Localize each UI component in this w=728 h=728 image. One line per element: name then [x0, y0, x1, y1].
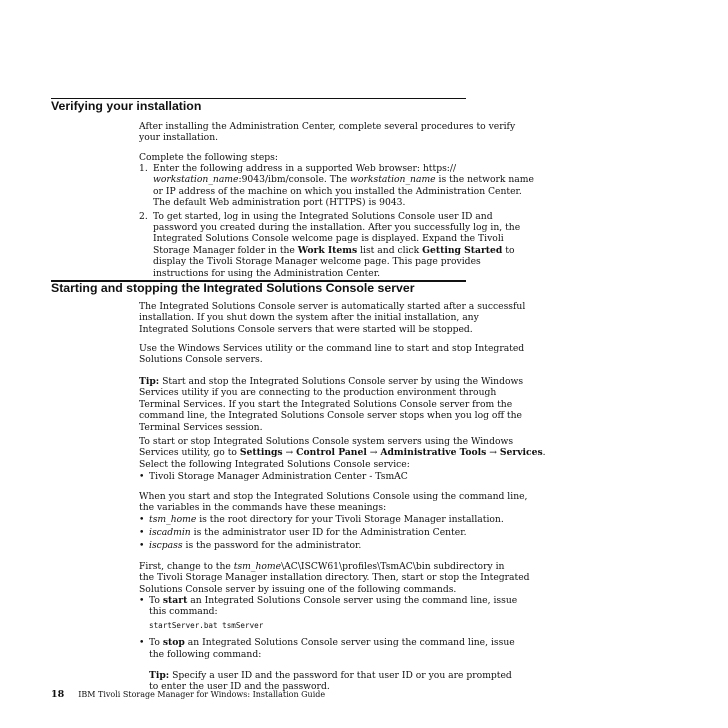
steps-intro: Complete the following steps:: [139, 152, 278, 163]
list-item: • tsm_home is the root directory for your Tivoli Storage Manager installation.: [139, 514, 504, 525]
list-item: • iscadmin is the administrator user ID for the Administration Center.: [139, 526, 467, 538]
list-item: • To start an Integrated Solutions Console server using the command line, issue this command: startServer.bat tsmServer: [139, 595, 518, 630]
footer-title: IBM Tivoli Storage Manager for Windows: Installation Guide: [78, 690, 326, 699]
list-item: • Tivoli Storage Manager Administration Center - TsmAC: [139, 471, 408, 482]
list-item: • To stop an Integrated Solutions Console server using the command line, issue the following command: Tip: Specify a user ID and the password for that user ID or you are prompted to enter the user ID and the password.: [139, 637, 515, 693]
paragraph: When you start and stop the Integrated Solutions Console using the command line, the variables in the commands have these meanings:: [139, 491, 528, 514]
bullet-icon: •: [139, 514, 145, 525]
paragraph: Use the Windows Services utility or the command line to start and stop Integrated Solutions Console servers.: [139, 343, 525, 366]
bullet-icon: •: [139, 595, 145, 606]
paragraph: To start or stop Integrated Solutions Console system servers using the Windows Services utility, go to Settings → Control Panel → Administrative Tools → Services. Select the following Integrated Solutions Console service:: [139, 436, 546, 470]
commands-list: [139, 595, 518, 693]
bullet-icon: •: [139, 526, 145, 538]
tip-paragraph: Tip: Start and stop the Integrated Solutions Console server by using the Windows Services utility if you are connecting to the production environment through Terminal Services. If you start the Integrated Solutions Console server from the command line, the Integrated Solutions Console server stops when you log off the Terminal Services session.: [139, 376, 524, 433]
paragraph: The Integrated Solutions Console server is automatically started after a successful installation. If you shut down the system after the initial installation, any Integrated Solutions Console servers that were started will be stopped.: [139, 301, 526, 335]
section-heading: Starting and stopping the Integrated Solutions Console server: [51, 281, 415, 295]
service-list: [139, 471, 469, 482]
list-item: • iscpass is the password for the administrator.: [139, 539, 362, 551]
bullet-icon: •: [139, 637, 145, 649]
bullet-icon: •: [139, 471, 145, 482]
bullet-icon: •: [139, 539, 145, 551]
start-command: startServer.bat tsmServer: [149, 620, 264, 630]
paragraph: First, change to the tsm_home\AC\ISCW61\profiles\TsmAC\bin subdirectory in the Tivoli Storage Manager installation directory. Then, start or stop the Integrated Solutions Console server by issuing one of the following commands.: [139, 561, 530, 595]
list-item: 2. To get started, log in using the Integrated Solutions Console user ID and password you created during the installation. After you successfully log in, the Integrated Solutions Console welcome page is displayed. Expand the Tivoli Storage Manager folder in the Work Items list and click Getting Started to display the Tivoli Storage Manager welcome page. This page provides instructions for using the Administration Center.: [139, 210, 521, 279]
tip-block: Tip: Specify a user ID and the password for that user ID or you are prompted to enter the user ID and the password.: [149, 670, 512, 693]
page-footer: [51, 689, 325, 700]
section-heading: Verifying your installation: [51, 99, 202, 113]
steps-list: [139, 163, 534, 279]
variables-list: [139, 514, 504, 551]
intro-paragraph: After installing the Administration Center, complete several procedures to verify your installation.: [139, 121, 516, 144]
page-number: 18: [51, 689, 65, 700]
list-item: 1. Enter the following address in a supported Web browser: https:// workstation_name:9043/ibm/console. The workstation_name is the network name or IP address of the machine on which you installed the Administration Center. The default Web administration port (HTTPS) is 9043.: [139, 163, 534, 209]
